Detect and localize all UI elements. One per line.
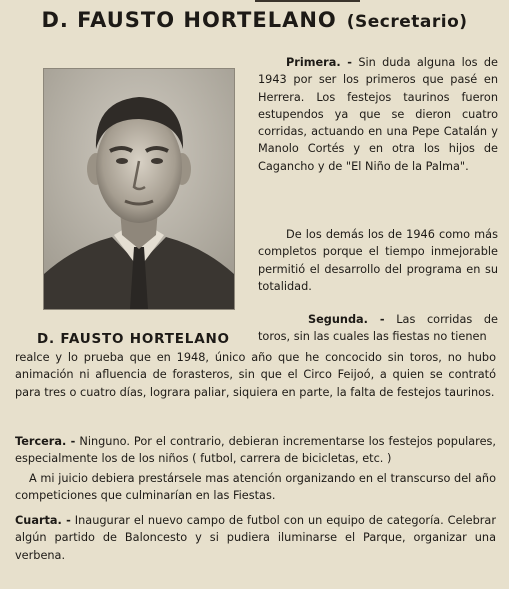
heading-name: D. FAUSTO HORTELANO [41,8,337,32]
answer-segunda-cont [15,349,496,401]
answer-label-cuarta: Cuarta. - [15,514,71,527]
answer-text-primera: Sin duda alguna los de 1943 por ser los primeros que pasé en Herrera. Los festejos taurinos fueron estupendos ya que se dieron cuatro corridas, actuando en una Pepe Catalán y Manolo Cortés y en otra los hijos de Cagancho y de "El Niño de la Palma". [258,56,498,173]
portrait-image [44,69,234,309]
top-rule [255,0,360,2]
answer-tercera [15,433,496,468]
answer-primera [258,54,498,175]
heading-role: (Secretario) [346,12,468,32]
answer-text-primera-cont: De los demás los de 1946 como más completos porque el tiempo inmejorable permitió el desarrollo del programa en su totalidad. [258,228,498,293]
photo-caption: D. FAUSTO HORTELANO [37,331,230,347]
answer-label-segunda: Segunda. - [308,313,385,326]
answer-text-segunda-a: Las corridas de toros, sin las cuales las fiestas no tienen [258,313,499,344]
answer-text-tercera: Ninguno. Por el contrario, debieran incrementarse los festejos populares, especialmente los de los niños ( futbol, carrera de bicicletas, etc. ) [15,435,496,466]
answer-primera-cont [258,226,498,295]
portrait-photo [43,68,235,310]
answer-label-primera: Primera. - [286,56,352,69]
answer-text-cuarta: Inaugurar el nuevo campo de futbol con un equipo de categoría. Celebrar algún partido de Baloncesto y si pudiera iluminarse el Parque, organizar una verbena. [15,514,496,562]
answer-tercera-cont [15,470,496,505]
answer-label-tercera: Tercera. - [15,435,76,448]
answer-text-segunda-b: realce y lo prueba que en 1948, único año que he concocido sin toros, no hubo animación ni afluencia de forasteros, sin que el Circo Feijoó, a quien se contrató para tres o cuatro días, lograra paliar, siquiera en parte, la falta de festejos taurinos. [15,351,496,399]
answer-segunda-start [258,311,498,346]
answer-cuarta [15,512,496,564]
article-heading [0,8,509,32]
answer-text-tercera-cont: A mi juicio debiera prestársele mas atención organizando en el transcurso del año competiciones que culminarían en las Fiestas. [15,472,496,503]
